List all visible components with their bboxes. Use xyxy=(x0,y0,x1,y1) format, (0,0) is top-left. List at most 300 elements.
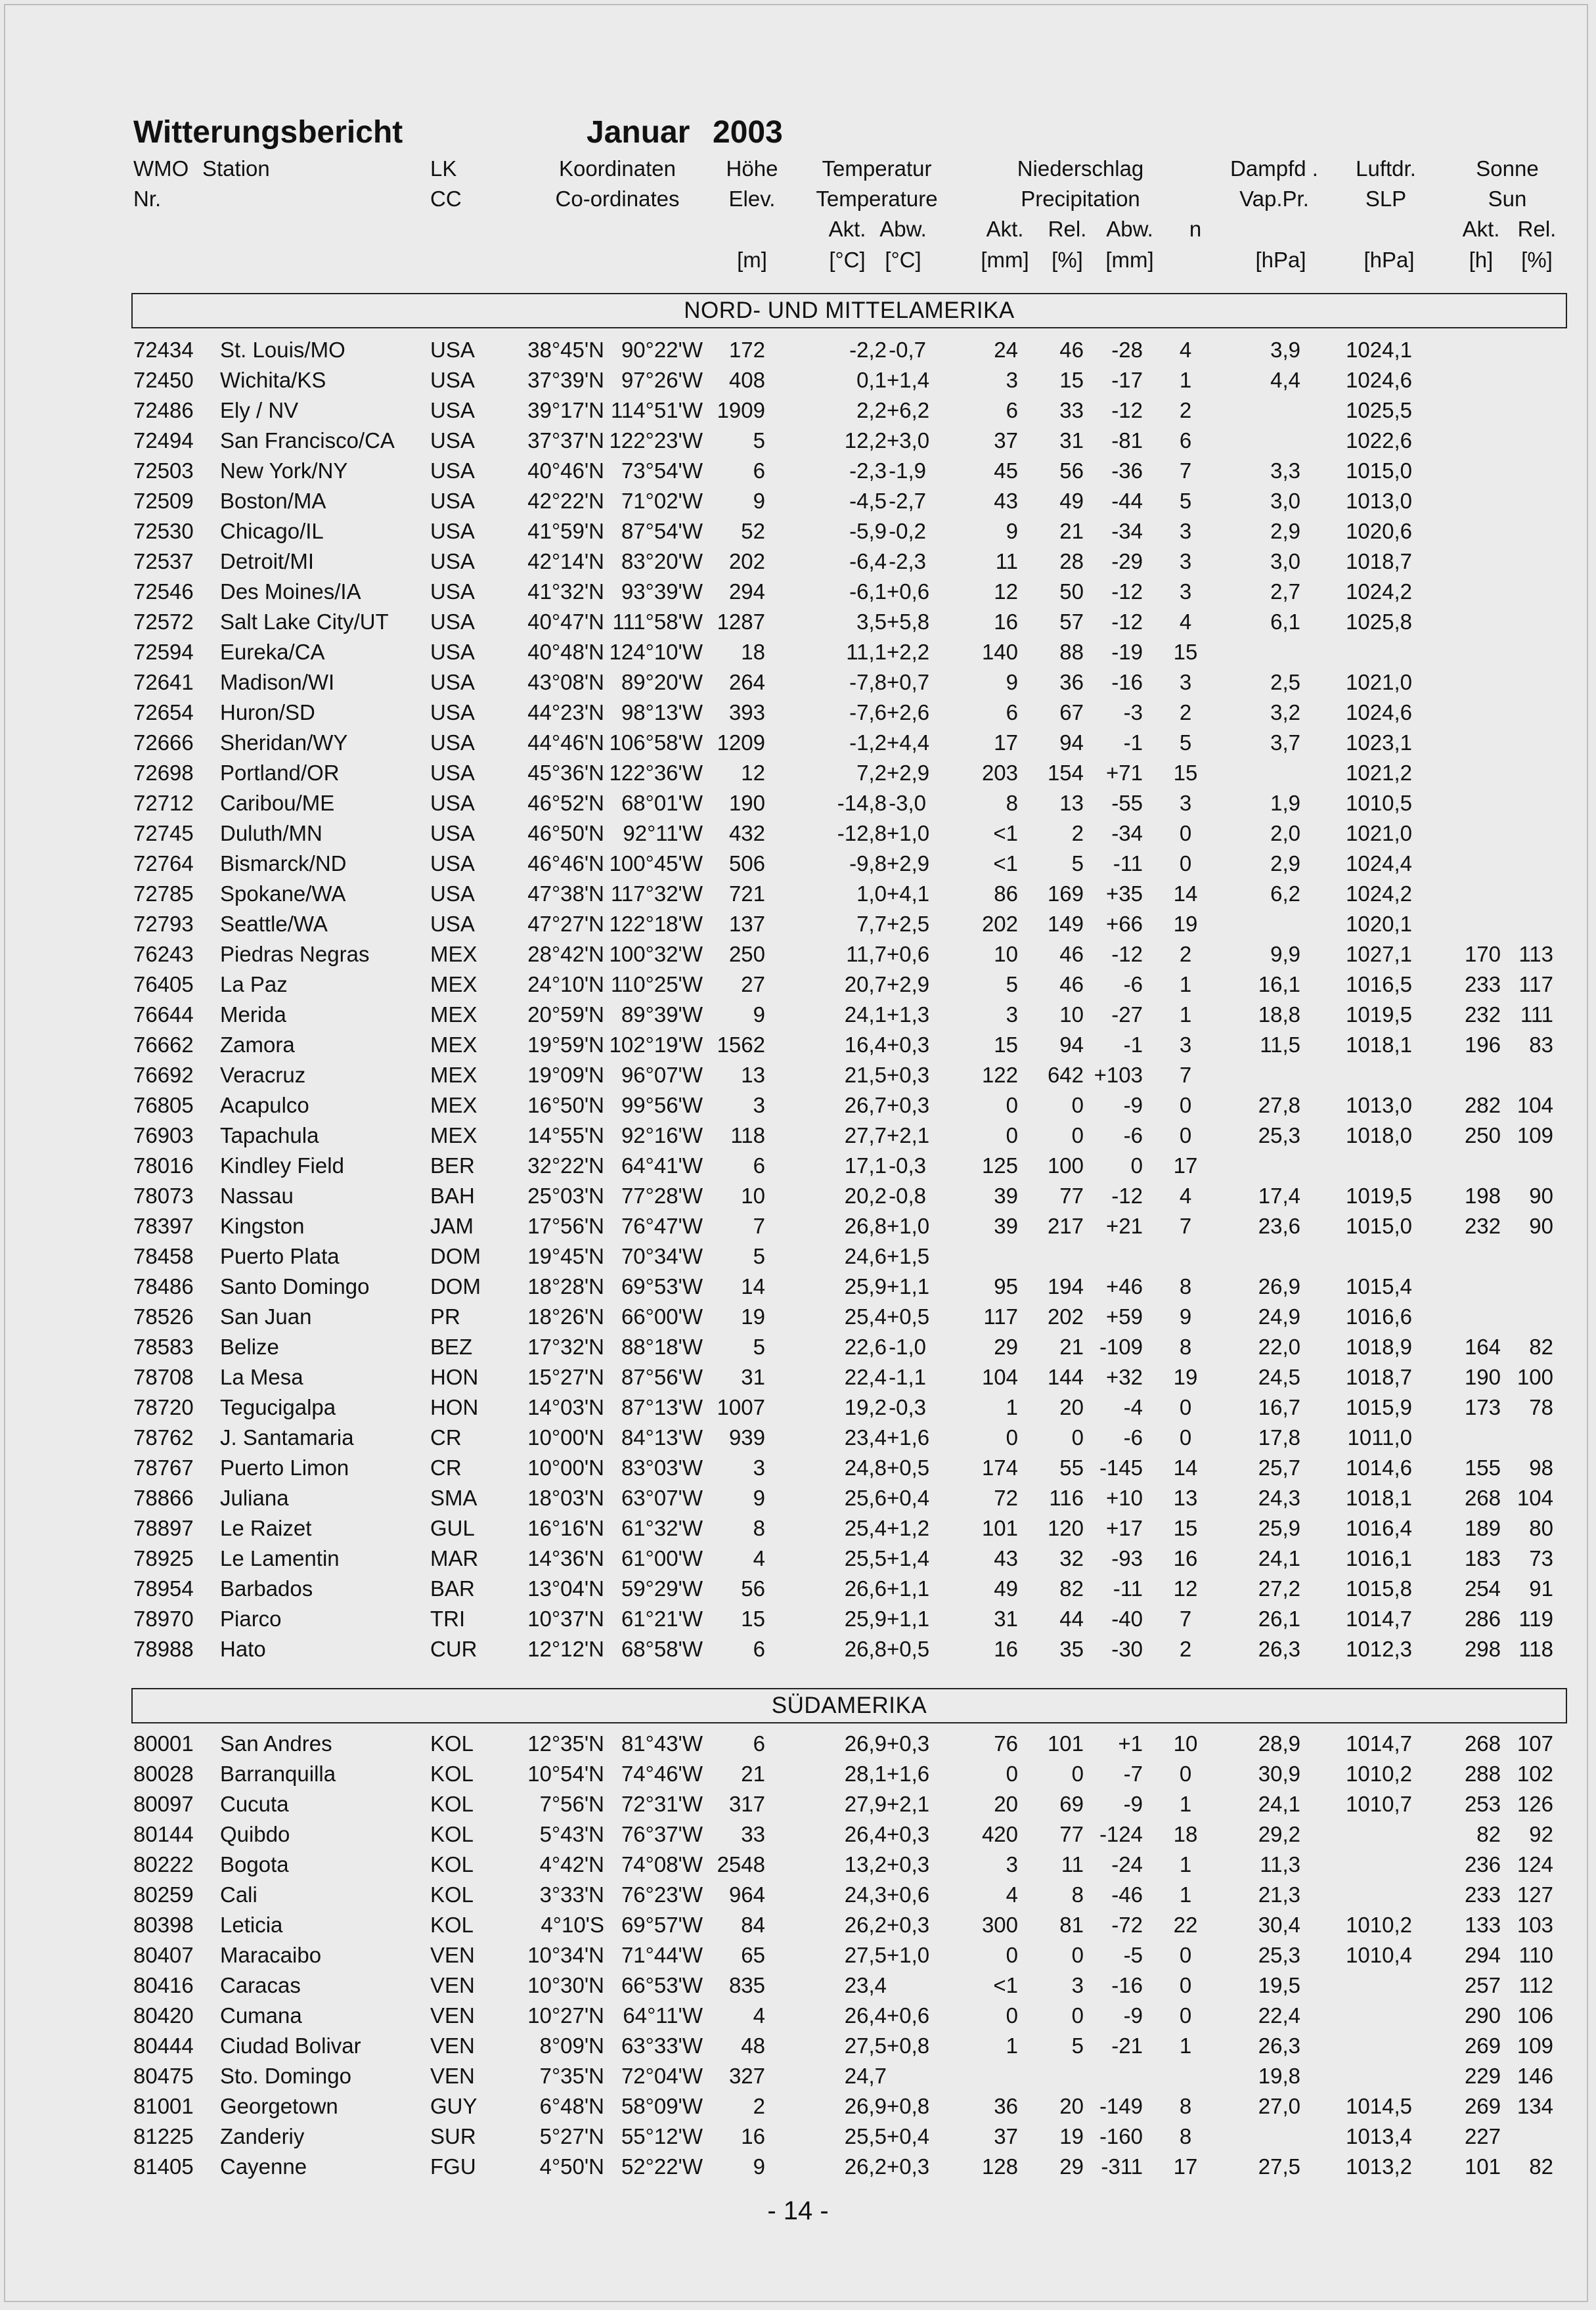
cell-station-name: Piedras Negras xyxy=(220,942,370,966)
table-row xyxy=(0,637,1596,667)
table-row xyxy=(0,879,1596,909)
cell-prec-akt: 16 xyxy=(994,1637,1018,1661)
cell-prec-abw: -11 xyxy=(1113,851,1143,876)
cell-prec-rel: 20 xyxy=(1059,1395,1084,1419)
cell-latitude: 46°52'N xyxy=(527,791,604,815)
cell-prec-rel: 33 xyxy=(1059,398,1084,422)
cell-station-name: Des Moines/IA xyxy=(220,579,361,604)
cell-sun-rel: 109 xyxy=(1517,1123,1553,1147)
cell-sun-hours: 268 xyxy=(1464,1486,1501,1510)
cell-sun-hours: 189 xyxy=(1464,1516,1501,1540)
cell-prec-abw: -12 xyxy=(1111,579,1143,604)
cell-wmo-nr: 76692 xyxy=(133,1063,194,1087)
cell-prec-abw: +46 xyxy=(1106,1274,1143,1299)
cell-country-code: MEX xyxy=(430,1063,477,1087)
cell-vapour-pressure: 22,0 xyxy=(1258,1335,1300,1359)
cell-station-name: Bogota xyxy=(220,1852,289,1877)
cell-temp-abw: +1,6 xyxy=(887,1762,930,1786)
cell-wmo-nr: 72434 xyxy=(133,338,194,362)
cell-prec-akt: 39 xyxy=(994,1214,1018,1238)
cell-sun-rel: 110 xyxy=(1518,1943,1553,1967)
cell-longitude: 87°54'W xyxy=(621,519,703,543)
cell-vapour-pressure: 26,3 xyxy=(1258,1637,1300,1661)
cell-prec-akt: <1 xyxy=(993,821,1018,845)
cell-rain-days: 5 xyxy=(1179,730,1192,755)
cell-sun-hours: 268 xyxy=(1464,1731,1501,1756)
cell-temp-abw: +0,5 xyxy=(887,1304,930,1329)
cell-longitude: 90°22'W xyxy=(621,338,703,362)
cell-prec-akt: 0 xyxy=(1006,2003,1018,2028)
cell-sea-level-pressure: 1018,9 xyxy=(1346,1335,1412,1359)
cell-longitude: 72°04'W xyxy=(621,2064,703,2088)
cell-prec-akt: 10 xyxy=(994,942,1018,966)
cell-sea-level-pressure: 1019,5 xyxy=(1346,1002,1412,1027)
cell-country-code: USA xyxy=(430,791,475,815)
hdr-station: Station xyxy=(202,156,270,181)
cell-sea-level-pressure: 1018,1 xyxy=(1346,1486,1412,1510)
cell-temp-abw: +0,3 xyxy=(887,1822,930,1846)
cell-prec-abw: -7 xyxy=(1123,1762,1143,1786)
cell-rain-days: 2 xyxy=(1179,942,1192,966)
cell-rain-days: 0 xyxy=(1179,851,1192,876)
hdr-unit-hpa1: [hPa] xyxy=(1255,248,1306,272)
cell-latitude: 20°59'N xyxy=(527,1002,604,1027)
cell-country-code: USA xyxy=(430,700,475,724)
cell-elevation: 13 xyxy=(741,1063,765,1087)
cell-rain-days: 6 xyxy=(1179,428,1192,453)
cell-prec-akt: 39 xyxy=(994,1184,1018,1208)
cell-elevation: 6 xyxy=(753,1731,765,1756)
cell-station-name: Boston/MA xyxy=(220,489,326,513)
cell-wmo-nr: 78583 xyxy=(133,1335,194,1359)
cell-rain-days: 13 xyxy=(1173,1486,1198,1510)
cell-station-name: Eureka/CA xyxy=(220,640,325,664)
cell-sea-level-pressure: 1010,4 xyxy=(1346,1943,1412,1967)
cell-sun-rel: 107 xyxy=(1517,1731,1553,1756)
cell-longitude: 81°43'W xyxy=(621,1731,703,1756)
cell-prec-akt: 0 xyxy=(1006,1425,1018,1450)
cell-rain-days: 4 xyxy=(1179,610,1192,634)
cell-wmo-nr: 80097 xyxy=(133,1792,194,1816)
table-row xyxy=(0,1604,1596,1634)
hdr-niederschlag: Niederschlag xyxy=(1017,156,1144,181)
table-row xyxy=(0,395,1596,426)
cell-longitude: 99°56'W xyxy=(621,1093,703,1117)
cell-sea-level-pressure: 1013,4 xyxy=(1346,2124,1412,2148)
cell-prec-akt: 36 xyxy=(994,2094,1018,2118)
cell-wmo-nr: 80398 xyxy=(133,1913,194,1937)
cell-longitude: 71°44'W xyxy=(621,1943,703,1967)
cell-wmo-nr: 81405 xyxy=(133,2154,194,2179)
cell-prec-abw: -3 xyxy=(1123,700,1143,724)
cell-temp-akt: 2,2 xyxy=(856,398,887,422)
cell-temp-abw: -1,0 xyxy=(889,1335,926,1359)
table-row xyxy=(0,546,1596,577)
cell-temp-akt: 13,2 xyxy=(844,1852,887,1877)
cell-sea-level-pressure: 1015,8 xyxy=(1346,1576,1412,1601)
cell-rain-days: 14 xyxy=(1173,881,1198,906)
cell-longitude: 92°16'W xyxy=(621,1123,703,1147)
cell-rain-days: 10 xyxy=(1173,1731,1198,1756)
cell-temp-abw: +0,7 xyxy=(887,670,930,694)
cell-wmo-nr: 72537 xyxy=(133,549,194,573)
cell-country-code: MEX xyxy=(430,1123,477,1147)
cell-longitude: 73°54'W xyxy=(621,458,703,483)
cell-temp-akt: -5,9 xyxy=(849,519,887,543)
cell-wmo-nr: 76662 xyxy=(133,1033,194,1057)
table-row xyxy=(0,1634,1596,1664)
cell-prec-abw: -17 xyxy=(1111,368,1143,392)
cell-rain-days: 0 xyxy=(1179,2003,1192,2028)
cell-station-name: Juliana xyxy=(220,1486,289,1510)
cell-temp-abw: -0,3 xyxy=(889,1395,926,1419)
cell-temp-akt: -4,5 xyxy=(849,489,887,513)
cell-wmo-nr: 76405 xyxy=(133,972,194,996)
table-row xyxy=(0,969,1596,1000)
hdr-precipitation: Precipitation xyxy=(1021,187,1140,211)
cell-temp-akt: -1,2 xyxy=(849,730,887,755)
cell-prec-rel: 88 xyxy=(1059,640,1084,664)
cell-latitude: 14°55'N xyxy=(527,1123,604,1147)
cell-prec-abw: -5 xyxy=(1123,1943,1143,1967)
cell-rain-days: 1 xyxy=(1179,368,1192,392)
cell-temp-abw: +0,3 xyxy=(887,1033,930,1057)
cell-elevation: 202 xyxy=(728,549,765,573)
cell-vapour-pressure: 18,8 xyxy=(1258,1002,1300,1027)
cell-temp-abw: +0,3 xyxy=(887,1063,930,1087)
cell-vapour-pressure: 29,2 xyxy=(1258,1822,1300,1846)
cell-temp-akt: 24,7 xyxy=(844,2064,887,2088)
cell-prec-abw: -24 xyxy=(1111,1852,1143,1877)
cell-latitude: 10°00'N xyxy=(527,1455,604,1480)
cell-temp-abw: +0,5 xyxy=(887,1637,930,1661)
cell-sun-rel: 119 xyxy=(1518,1607,1553,1631)
cell-wmo-nr: 80407 xyxy=(133,1943,194,1967)
cell-prec-akt: 0 xyxy=(1006,1762,1018,1786)
cell-vapour-pressure: 25,3 xyxy=(1258,1943,1300,1967)
table-row xyxy=(0,426,1596,456)
hdr-unit-h: [h] xyxy=(1469,248,1494,272)
cell-elevation: 3 xyxy=(753,1093,765,1117)
hdr-unit-c1: [°C] xyxy=(829,248,866,272)
cell-temp-abw: +3,0 xyxy=(887,428,930,453)
cell-rain-days: 17 xyxy=(1173,1153,1198,1178)
table-row xyxy=(0,1910,1596,1940)
cell-temp-akt: 19,2 xyxy=(844,1395,887,1419)
cell-sea-level-pressure: 1013,0 xyxy=(1346,1093,1412,1117)
cell-wmo-nr: 72793 xyxy=(133,912,194,936)
cell-sun-hours: 233 xyxy=(1464,1882,1501,1907)
cell-prec-rel: 21 xyxy=(1059,1335,1084,1359)
cell-prec-rel: 57 xyxy=(1059,610,1084,634)
cell-prec-abw: +17 xyxy=(1106,1516,1143,1540)
cell-sea-level-pressure: 1020,1 xyxy=(1346,912,1412,936)
cell-prec-abw: -4 xyxy=(1123,1395,1143,1419)
cell-sun-hours: 254 xyxy=(1464,1576,1501,1601)
cell-country-code: USA xyxy=(430,428,475,453)
cell-prec-abw: +59 xyxy=(1106,1304,1143,1329)
cell-wmo-nr: 80475 xyxy=(133,2064,194,2088)
cell-latitude: 16°50'N xyxy=(527,1093,604,1117)
cell-latitude: 28°42'N xyxy=(527,942,604,966)
cell-station-name: Quibdo xyxy=(220,1822,290,1846)
cell-latitude: 44°46'N xyxy=(527,730,604,755)
cell-sun-hours: 269 xyxy=(1464,2033,1501,2058)
hdr-unit-pct2: [%] xyxy=(1521,248,1553,272)
cell-station-name: La Paz xyxy=(220,972,288,996)
cell-sea-level-pressure: 1024,2 xyxy=(1346,579,1412,604)
cell-elevation: 9 xyxy=(753,2154,765,2179)
cell-prec-akt: 174 xyxy=(981,1455,1018,1480)
cell-longitude: 72°31'W xyxy=(621,1792,703,1816)
cell-prec-rel: 0 xyxy=(1071,2003,1084,2028)
cell-station-name: Kindley Field xyxy=(220,1153,344,1178)
table-row xyxy=(0,909,1596,939)
cell-country-code: KOL xyxy=(430,1731,474,1756)
table-row xyxy=(0,486,1596,516)
cell-longitude: 55°12'W xyxy=(621,2124,703,2148)
cell-prec-rel: 149 xyxy=(1047,912,1084,936)
cell-longitude: 74°46'W xyxy=(621,1762,703,1786)
cell-vapour-pressure: 11,3 xyxy=(1260,1852,1300,1877)
cell-temp-akt: 7,2 xyxy=(856,761,887,785)
cell-temp-abw: +2,1 xyxy=(887,1123,930,1147)
cell-elevation: 2548 xyxy=(717,1852,765,1877)
cell-prec-rel: 642 xyxy=(1047,1063,1084,1087)
cell-sea-level-pressure: 1019,5 xyxy=(1346,1184,1412,1208)
cell-longitude: 83°03'W xyxy=(621,1455,703,1480)
table-row xyxy=(0,2152,1596,2182)
cell-rain-days: 8 xyxy=(1179,1274,1192,1299)
cell-longitude: 64°41'W xyxy=(621,1153,703,1178)
cell-latitude: 37°39'N xyxy=(527,368,604,392)
cell-prec-akt: 43 xyxy=(994,1546,1018,1570)
table-row xyxy=(0,1272,1596,1302)
cell-prec-akt: 1 xyxy=(1006,2033,1018,2058)
cell-country-code: USA xyxy=(430,610,475,634)
cell-sea-level-pressure: 1012,3 xyxy=(1346,1637,1412,1661)
cell-prec-akt: 0 xyxy=(1006,1943,1018,1967)
cell-sun-hours: 196 xyxy=(1464,1033,1501,1057)
cell-country-code: BER xyxy=(430,1153,475,1178)
cell-temp-akt: 1,0 xyxy=(856,881,887,906)
cell-sea-level-pressure: 1013,0 xyxy=(1346,489,1412,513)
cell-wmo-nr: 81001 xyxy=(133,2094,194,2118)
cell-prec-akt: 0 xyxy=(1006,1123,1018,1147)
cell-vapour-pressure: 26,9 xyxy=(1258,1274,1300,1299)
cell-temp-abw: +1,0 xyxy=(887,821,930,845)
cell-temp-abw: +0,6 xyxy=(887,2003,930,2028)
cell-prec-akt: 6 xyxy=(1006,398,1018,422)
cell-prec-akt: 8 xyxy=(1006,791,1018,815)
cell-latitude: 10°30'N xyxy=(527,1973,604,1997)
cell-station-name: Puerto Plata xyxy=(220,1244,340,1268)
cell-elevation: 939 xyxy=(728,1425,765,1450)
cell-sun-rel: 83 xyxy=(1529,1033,1553,1057)
cell-wmo-nr: 76243 xyxy=(133,942,194,966)
cell-elevation: 393 xyxy=(728,700,765,724)
cell-temp-abw: +0,8 xyxy=(887,2033,930,2058)
cell-prec-abw: -29 xyxy=(1111,549,1143,573)
cell-temp-abw: -3,0 xyxy=(889,791,926,815)
cell-prec-akt: 420 xyxy=(981,1822,1018,1846)
cell-country-code: KOL xyxy=(430,1792,474,1816)
cell-vapour-pressure: 4,4 xyxy=(1270,368,1300,392)
cell-vapour-pressure: 2,5 xyxy=(1270,670,1300,694)
cell-sun-hours: 229 xyxy=(1464,2064,1501,2088)
cell-wmo-nr: 72594 xyxy=(133,640,194,664)
cell-wmo-nr: 72698 xyxy=(133,761,194,785)
table-row xyxy=(0,1302,1596,1332)
cell-country-code: CR xyxy=(430,1425,462,1450)
cell-sea-level-pressure: 1018,1 xyxy=(1346,1033,1412,1057)
cell-longitude: 61°21'W xyxy=(621,1607,703,1631)
table-row xyxy=(0,365,1596,395)
cell-country-code: JAM xyxy=(430,1214,474,1238)
cell-latitude: 4°10'S xyxy=(541,1913,604,1937)
cell-temp-akt: 27,5 xyxy=(844,2033,887,2058)
cell-prec-rel: 3 xyxy=(1071,1973,1084,1997)
table-row xyxy=(0,849,1596,879)
cell-elevation: 1007 xyxy=(717,1395,765,1419)
cell-prec-abw: -11 xyxy=(1113,1576,1143,1601)
cell-elevation: 506 xyxy=(728,851,765,876)
cell-prec-rel: 31 xyxy=(1059,428,1084,453)
cell-vapour-pressure: 24,9 xyxy=(1258,1304,1300,1329)
cell-wmo-nr: 72572 xyxy=(133,610,194,634)
cell-country-code: VEN xyxy=(430,1943,475,1967)
cell-longitude: 83°20'W xyxy=(621,549,703,573)
table-row xyxy=(0,939,1596,969)
cell-prec-akt: <1 xyxy=(993,1973,1018,1997)
cell-wmo-nr: 80222 xyxy=(133,1852,194,1877)
cell-longitude: 69°53'W xyxy=(621,1274,703,1299)
cell-temp-akt: 28,1 xyxy=(844,1762,887,1786)
cell-country-code: BAR xyxy=(430,1576,475,1601)
cell-sun-rel: 91 xyxy=(1529,1576,1553,1601)
cell-station-name: Nassau xyxy=(220,1184,294,1208)
cell-country-code: BEZ xyxy=(430,1335,473,1359)
cell-temp-abw: +0,8 xyxy=(887,2094,930,2118)
cell-elevation: 15 xyxy=(741,1607,765,1631)
table-row xyxy=(0,1211,1596,1241)
hdr-sun-akt: Akt. xyxy=(1462,217,1500,241)
table-row xyxy=(0,1789,1596,1819)
cell-elevation: 5 xyxy=(753,1335,765,1359)
cell-prec-abw: +32 xyxy=(1106,1365,1143,1389)
cell-prec-rel: 82 xyxy=(1059,1576,1084,1601)
cell-vapour-pressure: 2,0 xyxy=(1270,821,1300,845)
cell-sun-rel: 124 xyxy=(1517,1852,1553,1877)
cell-sea-level-pressure: 1015,9 xyxy=(1346,1395,1412,1419)
cell-temp-abw: -2,7 xyxy=(889,489,926,513)
cell-temp-akt: -6,4 xyxy=(849,549,887,573)
cell-station-name: Tegucigalpa xyxy=(220,1395,336,1419)
cell-elevation: 137 xyxy=(728,912,765,936)
cell-sun-rel: 82 xyxy=(1529,2154,1553,2179)
cell-prec-akt: 15 xyxy=(994,1033,1018,1057)
cell-wmo-nr: 72503 xyxy=(133,458,194,483)
cell-prec-akt: 9 xyxy=(1006,519,1018,543)
cell-elevation: 4 xyxy=(753,2003,765,2028)
cell-country-code: USA xyxy=(430,912,475,936)
cell-elevation: 10 xyxy=(741,1184,765,1208)
cell-elevation: 6 xyxy=(753,1637,765,1661)
cell-country-code: KOL xyxy=(430,1762,474,1786)
cell-sea-level-pressure: 1010,7 xyxy=(1346,1792,1412,1816)
cell-temp-abw: +1,0 xyxy=(887,1943,930,1967)
cell-temp-akt: -2,3 xyxy=(849,458,887,483)
cell-rain-days: 8 xyxy=(1179,2124,1192,2148)
cell-wmo-nr: 80416 xyxy=(133,1973,194,1997)
hdr-slp: SLP xyxy=(1365,187,1407,211)
cell-wmo-nr: 72785 xyxy=(133,881,194,906)
cell-vapour-pressure: 16,7 xyxy=(1258,1395,1300,1419)
cell-sea-level-pressure: 1013,2 xyxy=(1346,2154,1412,2179)
cell-prec-rel: 217 xyxy=(1047,1214,1084,1238)
cell-longitude: 59°29'W xyxy=(621,1576,703,1601)
cell-sun-hours: 232 xyxy=(1464,1002,1501,1027)
table-row xyxy=(0,1880,1596,1910)
cell-rain-days: 7 xyxy=(1179,1063,1192,1087)
cell-rain-days: 1 xyxy=(1179,1792,1192,1816)
hdr-elev: Elev. xyxy=(728,187,776,211)
cell-prec-abw: -6 xyxy=(1123,972,1143,996)
cell-rain-days: 19 xyxy=(1173,912,1198,936)
cell-wmo-nr: 78767 xyxy=(133,1455,194,1480)
table-row xyxy=(0,667,1596,698)
cell-country-code: HON xyxy=(430,1395,479,1419)
cell-rain-days: 0 xyxy=(1179,1762,1192,1786)
cell-prec-rel: 15 xyxy=(1059,368,1084,392)
cell-temp-abw: +2,1 xyxy=(887,1792,930,1816)
cell-sea-level-pressure: 1016,6 xyxy=(1346,1304,1412,1329)
table-row xyxy=(0,1574,1596,1604)
cell-temp-akt: 25,4 xyxy=(844,1304,887,1329)
cell-latitude: 10°27'N xyxy=(527,2003,604,2028)
hdr-sun-rel: Rel. xyxy=(1517,217,1557,241)
cell-prec-akt: 12 xyxy=(994,579,1018,604)
cell-station-name: Madison/WI xyxy=(220,670,335,694)
table-row xyxy=(0,2121,1596,2152)
cell-prec-akt: 203 xyxy=(981,761,1018,785)
cell-elevation: 27 xyxy=(741,972,765,996)
cell-sun-rel: 113 xyxy=(1518,942,1553,966)
cell-country-code: MEX xyxy=(430,1033,477,1057)
cell-prec-rel: 67 xyxy=(1059,700,1084,724)
cell-wmo-nr: 76805 xyxy=(133,1093,194,1117)
cell-longitude: 70°34'W xyxy=(621,1244,703,1268)
cell-wmo-nr: 78397 xyxy=(133,1214,194,1238)
cell-sea-level-pressure: 1025,5 xyxy=(1346,398,1412,422)
cell-prec-abw: -16 xyxy=(1111,670,1143,694)
cell-station-name: Caribou/ME xyxy=(220,791,335,815)
cell-prec-abw: -124 xyxy=(1099,1822,1143,1846)
cell-wmo-nr: 72509 xyxy=(133,489,194,513)
cell-sea-level-pressure: 1024,4 xyxy=(1346,851,1412,876)
table-row xyxy=(0,1121,1596,1151)
cell-temp-akt: -12,8 xyxy=(837,821,887,845)
hdr-prec-abw: Abw. xyxy=(1106,217,1153,241)
cell-country-code: MAR xyxy=(430,1546,479,1570)
cell-wmo-nr: 72764 xyxy=(133,851,194,876)
cell-wmo-nr: 72530 xyxy=(133,519,194,543)
cell-wmo-nr: 78458 xyxy=(133,1244,194,1268)
cell-prec-abw: -34 xyxy=(1111,821,1143,845)
cell-prec-abw: -21 xyxy=(1111,2033,1143,2058)
cell-prec-akt: 76 xyxy=(994,1731,1018,1756)
cell-longitude: 76°23'W xyxy=(621,1882,703,1907)
